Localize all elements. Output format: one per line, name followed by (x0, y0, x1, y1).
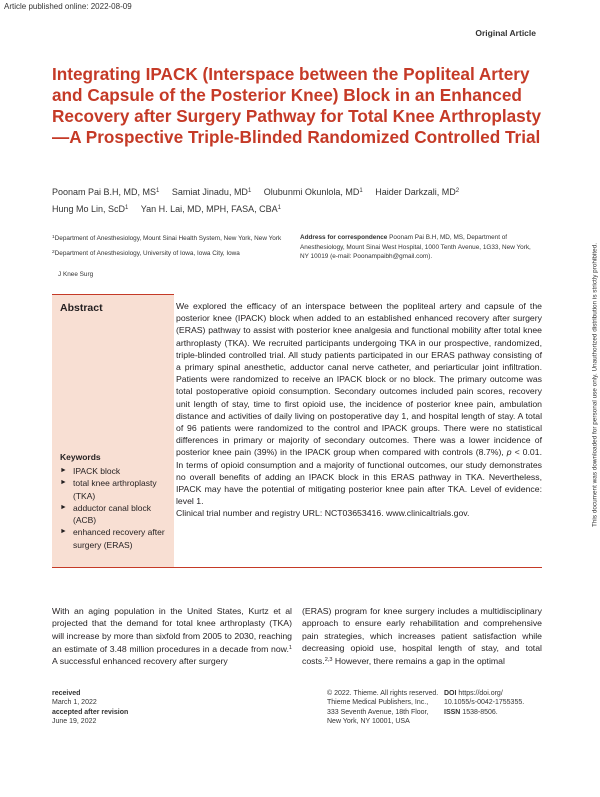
author[interactable]: Hung Mo Lin, ScD$^1$ (52, 203, 129, 214)
correspondence-address (300, 233, 540, 262)
registry-line[interactable]: Clinical trial number and registry URL: NCT03653416. www.clinicaltrials.gov. (176, 508, 470, 519)
article-title: Integrating IPACK (Interspace between the Popliteal Artery and Capsule of the Posterior Knee) Block in an Enhanced Recovery after Surgery Pathway for Total Knee Arthroplasty—A Prospective Triple-Blinded Randomized Controlled Trial (52, 64, 542, 147)
keyword-item: ► IPACK block (60, 466, 121, 476)
arrow-right-icon: ► (60, 467, 67, 474)
author[interactable]: Olubunmi Okunlola, $MD^1$ (263, 187, 363, 197)
author[interactable]: Yan H. Lai, MD, MPH, FASA, CBA$^1$ (140, 203, 281, 214)
affiliation: $^2$Department of Anesthesiology, University of Iowa, Iowa City, Iowa (52, 249, 240, 257)
author[interactable]: Samiat Jinadu, $MD^1$ (171, 187, 252, 197)
affiliation: $^1$Department of Anesthesiology, Mount Sinai Health System, New York, New York (52, 235, 282, 242)
abstract-body: We explored the efficacy of an interspace between the popliteal artery and capsule of the posterior knee (IPACK) block when added to an established enhanced recovery after surgery (ERAS) pathway to assist with posterior knee analgesia and functional mobility after total knee arthroplasty (TKA). We recruited participants undergoing TKA in our prospective, randomized, triple-blinded controlled trial. All study patients participated in our ERAS pathway consisting of a primary spinal anesthetic, adductor canal nerve catheter, and periarticular joint infiltration. Patients were randomized to receive an IPACK block or no block. The primary outcome was total postoperative opioid consumption. Secondary outcomes included pain scores, recovery unit length of stay, time to first opioid use, the incidence of posterior knee pain, ambulation distance and activities of daily living on postoperative day 1, and hospital length of stay. A total of 96 patients were randomized to the control and IPACK groups. There were no statistical differences in primary or majority of secondary outcomes. There was a lower incidence of posterior knee pain (39%) in the IPACK group when compared with controls (8.7%), p < 0.01. In terms of opioid consumption and a majority of functional outcomes, our study demonstrates no overall benefits of adding an IPACK block in this ERAS pathway in TKA. Nevertheless, IPACK may have the potential of mitigating posterior knee pain after TKA. Level of evidence: level 1. Clinical trial number and registry URL: NCT03653416. www.clinicaltrials.gov. (176, 301, 542, 519)
arrow-right-icon: ► (60, 479, 67, 487)
journal-name: J Knee Surg (58, 271, 94, 278)
abstract-divider (52, 567, 542, 568)
footer-copyright: © 2022. Thieme. All rights reserved. Thieme Medical Publishers, Inc., 333 Seventh Avenue, 18th Floor, New York, NY 10001, USA (327, 690, 439, 725)
keyword-item: ► total knee arthroplasty (TKA) (60, 478, 157, 501)
abstract-heading: Abstract (60, 302, 103, 314)
keywords-list (60, 465, 172, 551)
author[interactable]: Haider Darkzali, $MD^2$ (375, 187, 460, 197)
keyword-item: ► enhanced recovery after surgery (ERAS) (60, 527, 165, 550)
footer-doi: DOI https://doi.org/ 10.1055/s-0042-1755355. ISSN 1538-8506. (444, 690, 525, 716)
footer-dates: received March 1, 2022 accepted after revision June 19, 2022 (52, 690, 129, 725)
affiliations (52, 233, 289, 262)
author[interactable]: Poonam Pai B.H, MD, $MS^1$ (52, 187, 160, 197)
abstract-sidebar (52, 294, 174, 567)
body-text-left: With an aging population in the United States, Kurtz et al projected that the demand for total knee arthroplasty (TKA) will increase by more than sixfold from 2005 to 2030, reaching an estimate of 3.48 million procedures in a decade from now.$^1$ A successful enhanced recovery after surgery (52, 606, 292, 667)
article-type: Original Article (475, 28, 536, 38)
correspondence-label: Address for correspondence (300, 234, 388, 241)
body-text-right: (ERAS) program for knee surgery includes a multidisciplinary approach to ensure early rehabilitation and comprehensive pain strategies, which increases patient satisfaction while decreasing opioid use, hospital length of stay, and total costs.$^{2,3}$ However, there remains a gap in the optimal (302, 606, 542, 667)
keywords-heading: Keywords (60, 452, 101, 462)
published-date: Article published online: 2022-08-09 (4, 2, 132, 11)
arrow-right-icon: ► (60, 503, 67, 511)
doi-link[interactable]: https://doi.org/ (458, 690, 503, 697)
side-copyright-note: This document was downloaded for personal use only. Unauthorized distribution is strictly prohibited. (591, 242, 599, 528)
arrow-right-icon: ► (60, 528, 67, 536)
keyword-item: ► adductor canal block (ACB) (60, 502, 151, 526)
author-list (52, 184, 552, 217)
correspondence-text: Poonam Pai B.H, MD, MS, Department of Anesthesiology, Mount Sinai West Hospital, 1000 Tenth Avenue, 1G33, New York, NY 10019 (e-mail: Poonampaibh@gmail.com). (300, 234, 531, 260)
